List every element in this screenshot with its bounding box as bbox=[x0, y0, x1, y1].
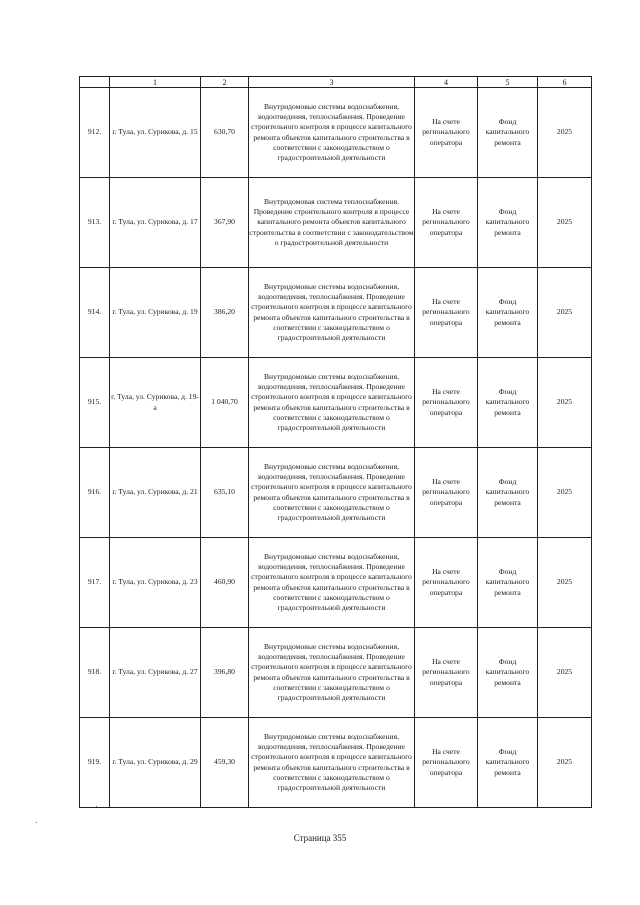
account-cell: На счете регионального оператора bbox=[415, 538, 478, 628]
address-cell: г. Тула, ул. Сурикова, д. 27 bbox=[110, 628, 201, 718]
funding-source-cell: Фонд капитального ремонта bbox=[478, 268, 538, 358]
year-cell: 2025 bbox=[538, 448, 592, 538]
account-cell: На счете регионального оператора bbox=[415, 718, 478, 808]
address-cell: г. Тула, ул. Сурикова, д. 19 bbox=[110, 268, 201, 358]
area-cell: 396,80 bbox=[201, 628, 249, 718]
funding-source-cell: Фонд капитального ремонта bbox=[478, 718, 538, 808]
header-row bbox=[80, 77, 592, 88]
address-cell: г. Тула, ул. Сурикова, д. 23 bbox=[110, 538, 201, 628]
table-row bbox=[80, 88, 592, 178]
area-cell: 386,20 bbox=[201, 268, 249, 358]
header-cell-3: 3 bbox=[249, 77, 415, 88]
row-number: 915. bbox=[80, 358, 110, 448]
funding-source-cell: Фонд капитального ремонта bbox=[478, 628, 538, 718]
work-description-cell: Внутридомовые системы водоснабжения, водоотведения, теплоснабжения. Проведение строительного контроля в процессе капитального ремонта объектов капитального строительства в соответствии с законодательством о градостроительной деятельности bbox=[249, 88, 415, 178]
table-row bbox=[80, 538, 592, 628]
area-cell: 630,70 bbox=[201, 88, 249, 178]
table-row bbox=[80, 448, 592, 538]
row-number: 914. bbox=[80, 268, 110, 358]
account-cell: На счете регионального оператора bbox=[415, 178, 478, 268]
header-cell-2: 2 bbox=[201, 77, 249, 88]
header-cell-5: 5 bbox=[478, 77, 538, 88]
header-cell-empty bbox=[80, 77, 110, 88]
year-cell: 2025 bbox=[538, 358, 592, 448]
address-cell: г. Тула, ул. Сурикова, д. 17 bbox=[110, 178, 201, 268]
account-cell: На счете регионального оператора bbox=[415, 628, 478, 718]
funding-source-cell: Фонд капитального ремонта bbox=[478, 358, 538, 448]
table-row bbox=[80, 358, 592, 448]
row-number: 916. bbox=[80, 448, 110, 538]
year-cell: 2025 bbox=[538, 268, 592, 358]
account-cell: На счете регионального оператора bbox=[415, 358, 478, 448]
address-cell: г. Тула, ул. Сурикова, д. 29 bbox=[110, 718, 201, 808]
work-description-cell: Внутридомовые системы водоснабжения, водоотведения, теплоснабжения. Проведение строительного контроля в процессе капитального ремонта объектов капитального строительства в соответствии с законодательством о градостроительной деятельности bbox=[249, 448, 415, 538]
year-cell: 2025 bbox=[538, 628, 592, 718]
row-number: 912. bbox=[80, 88, 110, 178]
scan-speck bbox=[96, 806, 97, 807]
work-description-cell: Внутридомовые системы водоснабжения, водоотведения, теплоснабжения. Проведение строительного контроля в процессе капитального ремонта объектов капитального строительства в соответствии с законодательством о градостроительной деятельности bbox=[249, 268, 415, 358]
year-cell: 2025 bbox=[538, 538, 592, 628]
scan-speck bbox=[36, 822, 37, 823]
page-number: Страница 355 bbox=[293, 833, 347, 843]
header-cell-4: 4 bbox=[415, 77, 478, 88]
row-number: 919. bbox=[80, 718, 110, 808]
row-number: 913. bbox=[80, 178, 110, 268]
work-description-cell: Внутридомовые системы водоснабжения, водоотведения, теплоснабжения. Проведение строительного контроля в процессе капитального ремонта объектов капитального строительства в соответствии с законодательством о градостроительной деятельности bbox=[249, 628, 415, 718]
account-cell: На счете регионального оператора bbox=[415, 448, 478, 538]
area-cell: 367,90 bbox=[201, 178, 249, 268]
table-row bbox=[80, 178, 592, 268]
address-cell: г. Тула, ул. Сурикова, д. 19-а bbox=[110, 358, 201, 448]
area-cell: 459,30 bbox=[201, 718, 249, 808]
row-number: 917. bbox=[80, 538, 110, 628]
row-number: 918. bbox=[80, 628, 110, 718]
area-cell: 1 040,70 bbox=[201, 358, 249, 448]
account-cell: На счете регионального оператора bbox=[415, 88, 478, 178]
area-cell: 635,10 bbox=[201, 448, 249, 538]
work-description-cell: Внутридомовые системы водоснабжения, водоотведения, теплоснабжения. Проведение строительного контроля в процессе капитального ремонта объектов капитального строительства в соответствии с законодательством о градостроительной деятельности bbox=[249, 538, 415, 628]
header-cell-6: 6 bbox=[538, 77, 592, 88]
year-cell: 2025 bbox=[538, 88, 592, 178]
work-description-cell: Внутридомовые системы водоснабжения, водоотведения, теплоснабжения. Проведение строительного контроля в процессе капитального ремонта объектов капитального строительства в соответствии с законодательством о градостроительной деятельности bbox=[249, 358, 415, 448]
table-row bbox=[80, 718, 592, 808]
area-cell: 460,90 bbox=[201, 538, 249, 628]
header-cell-1: 1 bbox=[110, 77, 201, 88]
year-cell: 2025 bbox=[538, 178, 592, 268]
funding-source-cell: Фонд капитального ремонта bbox=[478, 88, 538, 178]
funding-source-cell: Фонд капитального ремонта bbox=[478, 538, 538, 628]
register-table bbox=[79, 76, 592, 808]
address-cell: г. Тула, ул. Сурикова, д. 15 bbox=[110, 88, 201, 178]
table-row bbox=[80, 268, 592, 358]
work-description-cell: Внутридомовые системы водоснабжения, водоотведения, теплоснабжения. Проведение строительного контроля в процессе капитального ремонта объектов капитального строительства в соответствии с законодательством о градостроительной деятельности bbox=[249, 718, 415, 808]
address-cell: г. Тула, ул. Сурикова, д. 21 bbox=[110, 448, 201, 538]
funding-source-cell: Фонд капитального ремонта bbox=[478, 178, 538, 268]
year-cell: 2025 bbox=[538, 718, 592, 808]
account-cell: На счете регионального оператора bbox=[415, 268, 478, 358]
table-row bbox=[80, 628, 592, 718]
funding-source-cell: Фонд капитального ремонта bbox=[478, 448, 538, 538]
work-description-cell: Внутридомовая система теплоснабжения. Проведение строительного контроля в процессе капитального ремонта объектов капитального строительства в соответствии с законодательством о градостроительной деятельности bbox=[249, 178, 415, 268]
